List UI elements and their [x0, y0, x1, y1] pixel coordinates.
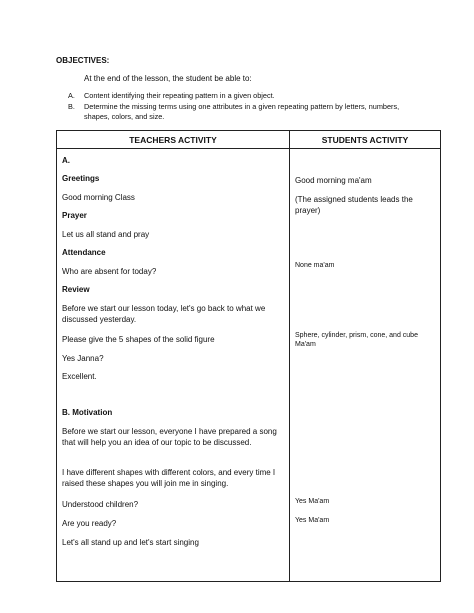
greetings-line: Good morning Class	[62, 193, 135, 202]
motivation-line-2: I have different shapes with different colors, and every time I raised these shapes you will join me in singing.	[62, 468, 276, 488]
prayer-heading: Prayer	[62, 211, 87, 220]
prayer-line: Let us all stand and pray	[62, 230, 150, 239]
review-line-4: Excellent.	[62, 372, 97, 381]
student-activity-cell	[290, 149, 441, 582]
teacher-activity-cell	[57, 149, 290, 582]
review-line-3: Yes Janna?	[62, 354, 104, 363]
ready-reply: Yes Ma'am	[295, 517, 330, 524]
objective-letter: A.	[68, 91, 75, 100]
student-activity-header: STUDENTS ACTIVITY	[290, 131, 441, 149]
table-body-row	[57, 149, 441, 582]
motivation-line-5: Let's all stand up and let's start singing	[62, 538, 199, 547]
teacher-activity-header: TEACHERS ACTIVITY	[57, 131, 290, 149]
review-heading: Review	[62, 285, 90, 294]
attendance-heading: Attendance	[62, 248, 106, 257]
motivation-line-3: Understood children?	[62, 500, 139, 509]
section-a-label: A.	[62, 156, 70, 165]
objective-text: Determine the missing terms using one attributes in a given repeating pattern by letters, numbers, shapes, colors, and size.	[84, 102, 400, 121]
greeting-reply: Good morning ma'am	[295, 176, 372, 185]
motivation-heading: B. Motivation	[62, 408, 113, 417]
objectives-title: OBJECTIVES:	[56, 56, 110, 65]
motivation-line-4: Are you ready?	[62, 519, 117, 528]
prayer-reply: (The assigned students leads the prayer)	[295, 195, 413, 215]
activity-table	[56, 130, 441, 582]
table-header-row	[57, 131, 441, 149]
objective-letter: B.	[68, 102, 75, 111]
review-line-1: Before we start our lesson today, let's go back to what we discussed yesterday.	[62, 304, 266, 324]
objectives-intro: At the end of the lesson, the student be able to:	[84, 74, 252, 83]
understood-reply: Yes Ma'am	[295, 498, 330, 505]
attendance-reply: None ma'am	[295, 262, 335, 269]
greetings-heading: Greetings	[62, 174, 100, 183]
review-reply: Sphere, cylinder, prism, cone, and cube Ma'am	[295, 332, 418, 348]
objective-text: Content identifying their repeating pattern in a given object.	[84, 91, 275, 100]
review-line-2: Please give the 5 shapes of the solid figure	[62, 335, 215, 344]
motivation-line-1: Before we start our lesson, everyone I have prepared a song that will help you an idea of our topic to be discussed.	[62, 427, 277, 447]
attendance-line: Who are absent for today?	[62, 267, 157, 276]
